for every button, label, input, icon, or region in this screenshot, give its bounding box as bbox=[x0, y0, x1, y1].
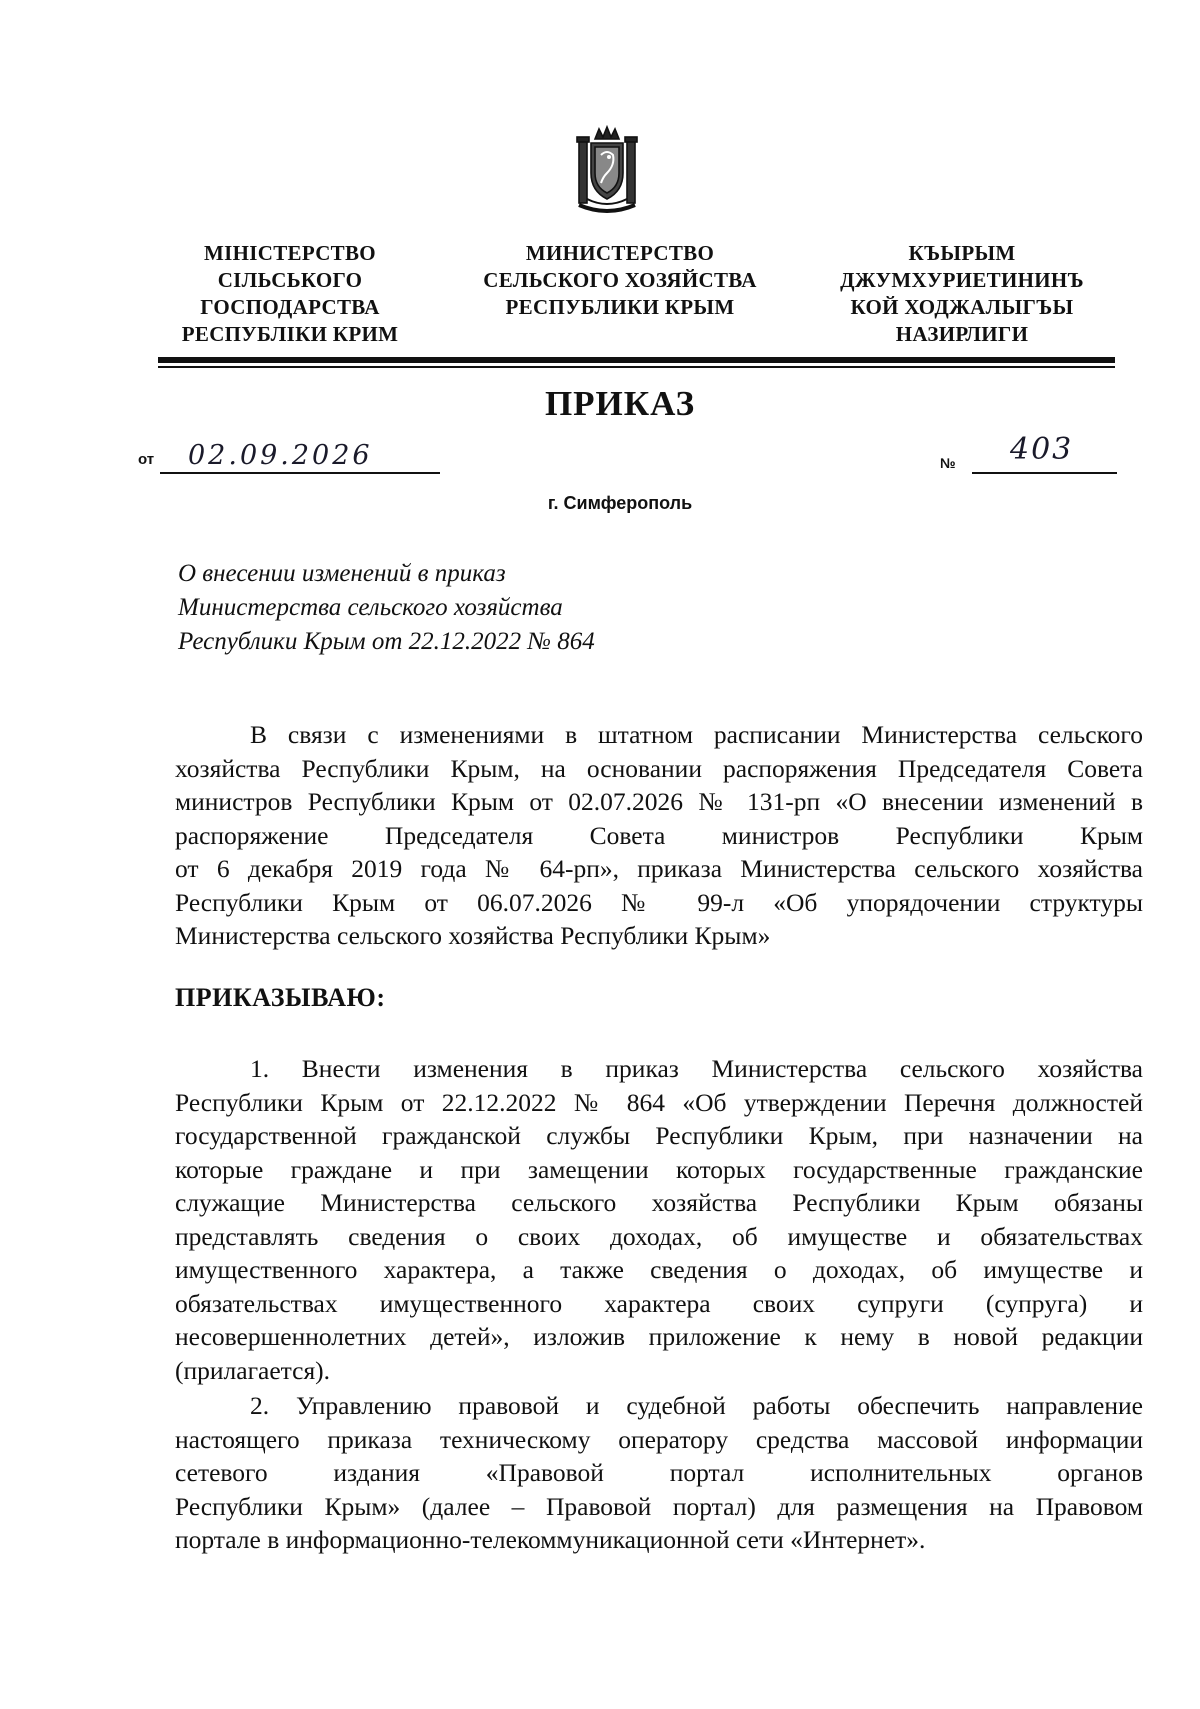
subject-line: О внесении изменений в приказ bbox=[178, 560, 506, 587]
header-divider-thin bbox=[158, 366, 1115, 368]
header-line: МИНИСТЕРСТВО bbox=[525, 241, 715, 265]
paragraph-line: министров Республики Крым от 02.07.2026 № 131-рп «О внесении изменений в bbox=[175, 787, 1143, 816]
paragraph-line: хозяйства Республики Крым, на основании распоряжения Председателя Совета bbox=[175, 753, 1143, 783]
document-city: г. Симферополь bbox=[547, 493, 693, 513]
header-ukrainian bbox=[160, 240, 420, 348]
paragraph-line: от 6 декабря 2019 года № 64-рп», приказа Министерства сельского хозяйства bbox=[175, 854, 1143, 883]
document-title: ПРИКАЗ bbox=[544, 384, 696, 423]
header-line: ГОСПОДАРСТВА bbox=[200, 295, 380, 319]
order-item-2 bbox=[175, 1389, 1143, 1557]
paragraph-line: В связи с изменениями в штатном расписании Министерства сельского bbox=[250, 720, 1143, 749]
paragraph-line: 2. Управлению правовой и судебной работы обеспечить направление bbox=[250, 1391, 1143, 1420]
paragraph-line: сетевого издания «Правовой портал исполнительных органов bbox=[175, 1458, 1143, 1487]
header-line: КОЙ ХОДЖАЛЫГЪЫ bbox=[850, 295, 1074, 319]
subject-line: Министерства сельского хозяйства bbox=[178, 594, 563, 621]
paragraph-line: портале в информационно-телекоммуникационной сети «Интернет». bbox=[175, 1525, 926, 1554]
paragraph-line: Республики Крым от 06.07.2026 № 99-л «Об упорядочении структуры bbox=[175, 887, 1143, 917]
header-line: СІЛЬСЬКОГО bbox=[217, 268, 363, 292]
order-heading: ПРИКАЗЫВАЮ: bbox=[175, 983, 386, 1012]
date-underline bbox=[160, 472, 440, 474]
header-crimean-tatar bbox=[812, 240, 1112, 348]
header-line: РЕСПУБЛІКИ КРИМ bbox=[181, 322, 399, 346]
date-label: от bbox=[138, 451, 155, 468]
paragraph-line: представлять сведения о своих доходах, об имуществе и обязательствах bbox=[175, 1221, 1143, 1251]
paragraph-line: настоящего приказа техническому оператору средства массовой информации bbox=[175, 1424, 1143, 1454]
paragraph-line: государственной гражданской службы Республики Крым, при назначении на bbox=[175, 1121, 1143, 1150]
header-russian bbox=[455, 240, 785, 321]
paragraph-line: несовершеннолетних детей», изложив приложение к нему в новой редакции bbox=[175, 1322, 1143, 1351]
header-divider-thick bbox=[158, 357, 1115, 363]
header-line: КЪЫРЫМ bbox=[908, 241, 1016, 265]
header-line: МІНІСТЕРСТВО bbox=[204, 241, 376, 265]
document-date: 02.09.2026 bbox=[188, 440, 373, 471]
paragraph-line: которые граждане и при замещении которых государственные гражданские bbox=[175, 1154, 1143, 1184]
number-label: № bbox=[940, 455, 956, 471]
intro-paragraph bbox=[175, 718, 1143, 953]
coat-of-arms-icon bbox=[573, 125, 641, 217]
paragraph-line: Министерства сельского хозяйства Республики Крым» bbox=[175, 921, 771, 950]
paragraph-line: (прилагается). bbox=[175, 1355, 331, 1385]
paragraph-line: распоряжение Председателя Совета министров Республики Крым bbox=[175, 820, 1143, 850]
paragraph-line: обязательствах имущественного характера своих супруги (супруга) и bbox=[175, 1288, 1143, 1318]
paragraph-line: имущественного характера, а также сведения о доходах, об имуществе и bbox=[175, 1255, 1143, 1284]
paragraph-line: Республики Крым» (далее – Правовой портал) для размещения на Правовом bbox=[175, 1491, 1143, 1521]
paragraph-line: 1. Внести изменения в приказ Министерства сельского хозяйства bbox=[250, 1054, 1143, 1083]
subject-line: Республики Крым от 22.12.2022 № 864 bbox=[178, 628, 595, 655]
order-item-1 bbox=[175, 1052, 1143, 1387]
document-number: 403 bbox=[1010, 432, 1074, 467]
paragraph-line: Республики Крым от 22.12.2022 № 864 «Об утверждении Перечня должностей bbox=[175, 1087, 1143, 1117]
paragraph-line: служащие Министерства сельского хозяйства Республики Крым обязаны bbox=[175, 1188, 1143, 1217]
header-line: НАЗИРЛИГИ bbox=[895, 322, 1029, 346]
header-line: ДЖУМХУРИЕТИНИНЪ bbox=[840, 268, 1084, 292]
document-subject bbox=[178, 557, 595, 659]
header-line: СЕЛЬСКОГО ХОЗЯЙСТВА bbox=[483, 268, 757, 292]
number-underline bbox=[972, 472, 1117, 474]
header-line: РЕСПУБЛИКИ КРЫМ bbox=[505, 295, 735, 319]
